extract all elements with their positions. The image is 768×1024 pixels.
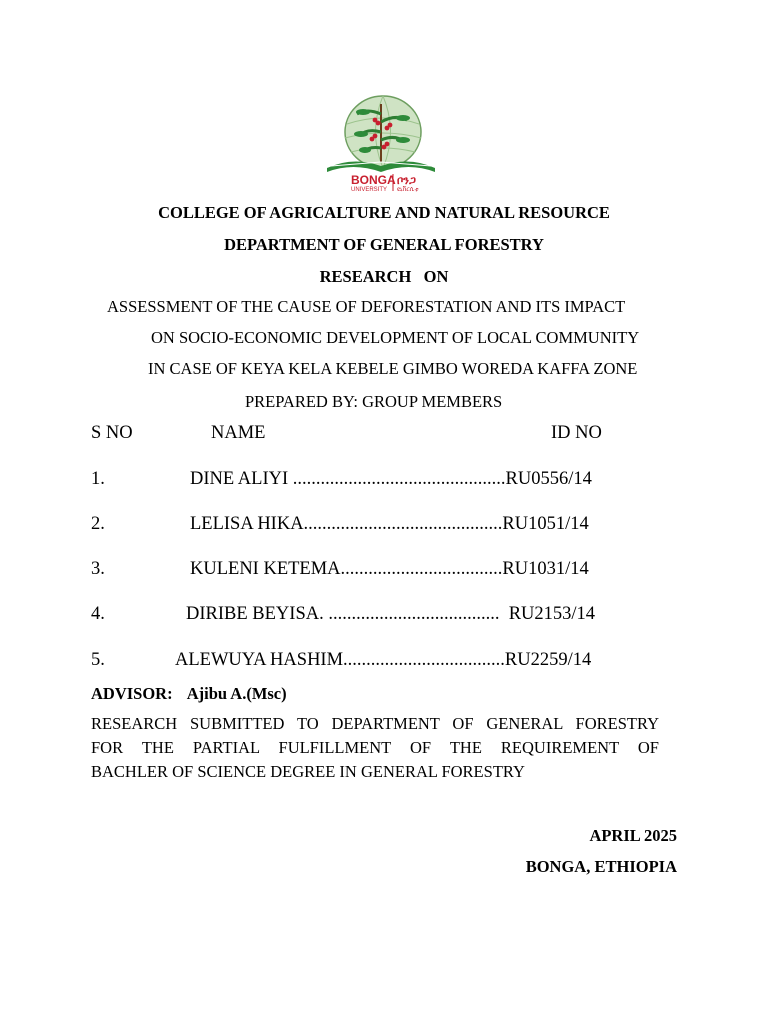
research-title-line-3: IN CASE OF KEYA KELA KEBELE GIMBO WOREDA KAFFA ZONE — [148, 359, 638, 378]
member-number: 2. — [91, 514, 105, 534]
logo-name-en: BONGA — [351, 173, 396, 187]
member-entry: DINE ALIYI ..............................................RU0556/14 — [190, 469, 592, 489]
logo-name-am: ቦንጋ — [397, 174, 416, 187]
logo-sub-am: ዩኒቨርሲቲ — [397, 186, 419, 192]
member-number: 4. — [91, 604, 105, 624]
submission-date: APRIL 2025 — [589, 826, 677, 845]
university-logo — [323, 92, 439, 192]
research-title-line-2: ON SOCIO-ECONOMIC DEVELOPMENT OF LOCAL COMMUNITY — [151, 328, 640, 347]
header-sno: S NO — [91, 423, 133, 443]
advisor-label: ADVISOR: — [91, 684, 173, 703]
submission-line: FOR THE PARTIAL FULFILLMENT OF THE REQUIREMENT OF — [91, 738, 659, 757]
submission-line: RESEARCH SUBMITTED TO DEPARTMENT OF GENERAL FORESTRY — [91, 714, 659, 733]
member-number: 1. — [91, 469, 105, 489]
header-name: NAME — [211, 423, 266, 443]
submission-place: BONGA, ETHIOPIA — [525, 857, 677, 876]
advisor-line — [91, 684, 287, 704]
header-id: ID NO — [551, 423, 602, 443]
submission-paragraph — [91, 712, 659, 784]
member-number: 5. — [91, 650, 105, 670]
member-entry: LELISA HIKA...........................................RU1051/14 — [190, 514, 589, 534]
advisor-name: Ajibu A.(Msc) — [186, 684, 287, 703]
research-on-heading: RESEARCH ON — [319, 267, 449, 286]
member-entry: DIRIBE BEYISA. ..................................... RU2153/14 — [186, 604, 596, 624]
submission-line: BACHLER OF SCIENCE DEGREE IN GENERAL FORESTRY — [91, 762, 525, 781]
logo-sub-en: UNIVERSITY — [351, 187, 388, 192]
prepared-by-label: PREPARED BY: GROUP MEMBERS — [245, 392, 503, 411]
coffee-globe-icon — [323, 92, 439, 192]
member-entry: KULENI KETEMA...................................RU1031/14 — [190, 559, 589, 579]
college-heading: COLLEGE OF AGRICALTURE AND NATURAL RESOURCE — [158, 203, 610, 222]
research-title-line-1: ASSESSMENT OF THE CAUSE OF DEFORESTATION AND ITS IMPACT — [107, 297, 626, 316]
member-entry: ALEWUYA HASHIM...................................RU2259/14 — [175, 650, 592, 670]
member-number: 3. — [91, 559, 105, 579]
department-heading: DEPARTMENT OF GENERAL FORESTRY — [224, 235, 544, 254]
